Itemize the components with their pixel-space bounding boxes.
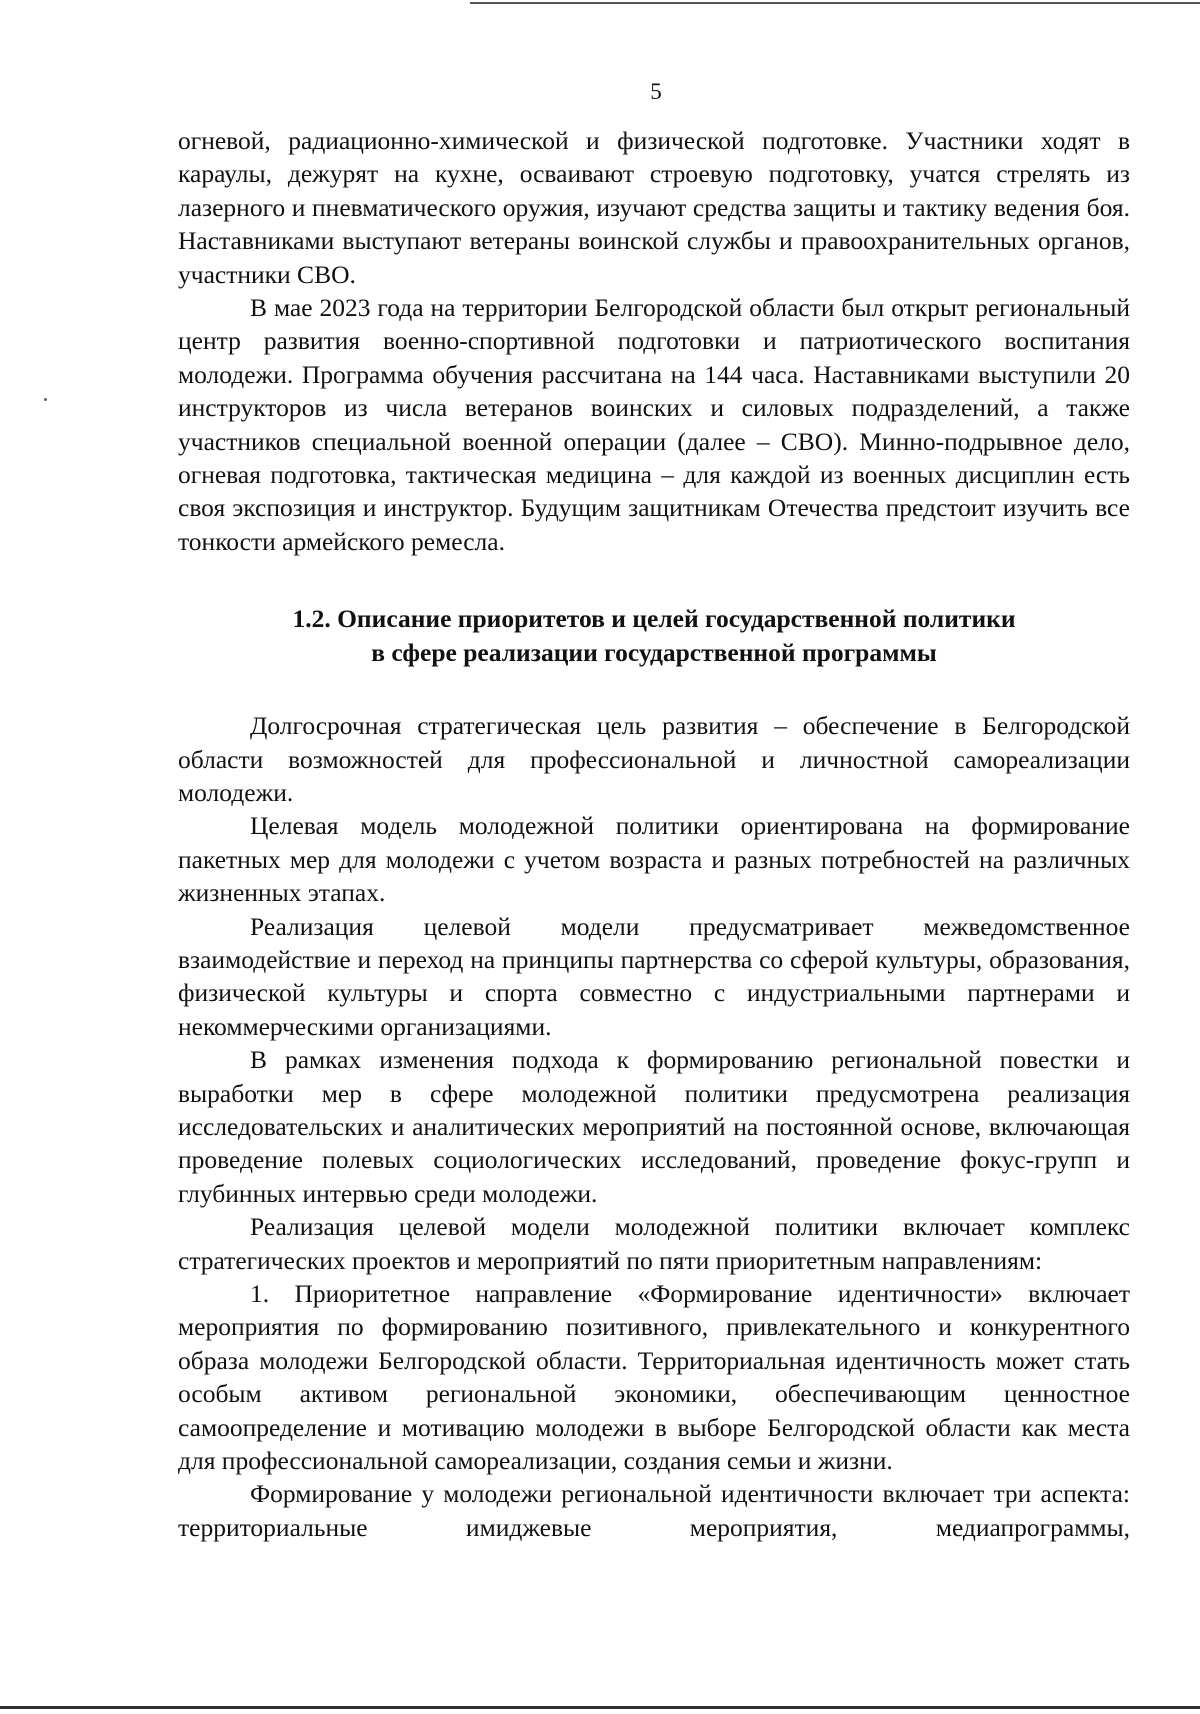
paragraph-target-model: Целевая модель молодежной политики ориентирована на формирование пакетных мер для молодежи с учетом возраста и разных потребностей на различных жизненных этапах.	[178, 811, 1130, 908]
paragraph-identity-direction: 1. Приоритетное направление «Формирование идентичности» включает мероприятия по формированию позитивного, привлекательного и конкурентного образа молодежи Белгородской области. Территориальная идентичность может стать особым активом региональной экономики, обеспечивающим ценностное самоопределение и мотивацию молодежи в выборе Белгородской области как места для профессиональной самореализации, создания семьи и жизни.	[178, 1279, 1130, 1476]
section-heading-line-2: в сфере реализации государственной программы	[371, 637, 937, 667]
paragraph-interagency: Реализация целевой модели предусматривает межведомственное взаимодействие и переход на принципы партнерства со сферой культуры, образования, физической культуры и спорта совместно с индустриальными партнерами и некоммерческими организациями.	[178, 911, 1130, 1041]
bottom-scan-edge-line	[0, 1706, 1200, 1709]
paragraph-research: В рамках изменения подхода к формированию региональной повестки и выработки мер в сфере молодежной политики предусмотрена реализация исследовательских и аналитических мероприятий на постоянной основе, включающая проведение полевых социологических исследований, проведение фокус-групп и глубинных интервью среди молодежи.	[178, 1045, 1130, 1208]
section-heading-line-1: 1.2. Описание приоритетов и целей государственной политики	[292, 604, 1016, 634]
document-body	[178, 124, 1130, 1544]
paragraph-priority-directions: Реализация целевой модели молодежной политики включает комплекс стратегических проектов и мероприятий по пяти приоритетным направлениям:	[178, 1212, 1130, 1275]
paragraph-strategic-goal: Долгосрочная стратегическая цель развития – обеспечение в Белгородской области возможностей для профессиональной и личностной самореализации молодежи.	[178, 711, 1130, 807]
scan-speck	[44, 398, 47, 401]
page-number: 5	[650, 79, 662, 104]
paragraph-identity-aspects: Формирование у молодежи региональной идентичности включает три аспекта: территориальные имиджевые мероприятия, медиапрограммы,	[178, 1479, 1130, 1542]
paragraph-continuation: огневой, радиационно-химической и физической подготовке. Участники ходят в караулы, дежурят на кухне, осваивают строевую подготовку, учатся стрелять из лазерного и пневматического оружия, изучают средства защиты и тактику ведения боя. Наставниками выступают ветераны воинской службы и правоохранительных органов, участники СВО.	[178, 126, 1130, 289]
paragraph-training-center: В мае 2023 года на территории Белгородской области был открыт региональный центр развития военно-спортивной подготовки и патриотического воспитания молодежи. Программа обучения рассчитана на 144 часа. Наставниками выступили 20 инструкторов из числа ветеранов воинских и силовых подразделений, а также участников специальной военной операции (далее – СВО). Минно-подрывное дело, огневая подготовка, тактическая медицина – для каждой из военных дисциплин есть своя экспозиция и инструктор. Будущим защитникам Отечества предстоит изучить все тонкости армейского ремесла.	[178, 293, 1130, 556]
top-scan-edge-line	[470, 2, 1200, 4]
section-heading	[178, 602, 1130, 669]
